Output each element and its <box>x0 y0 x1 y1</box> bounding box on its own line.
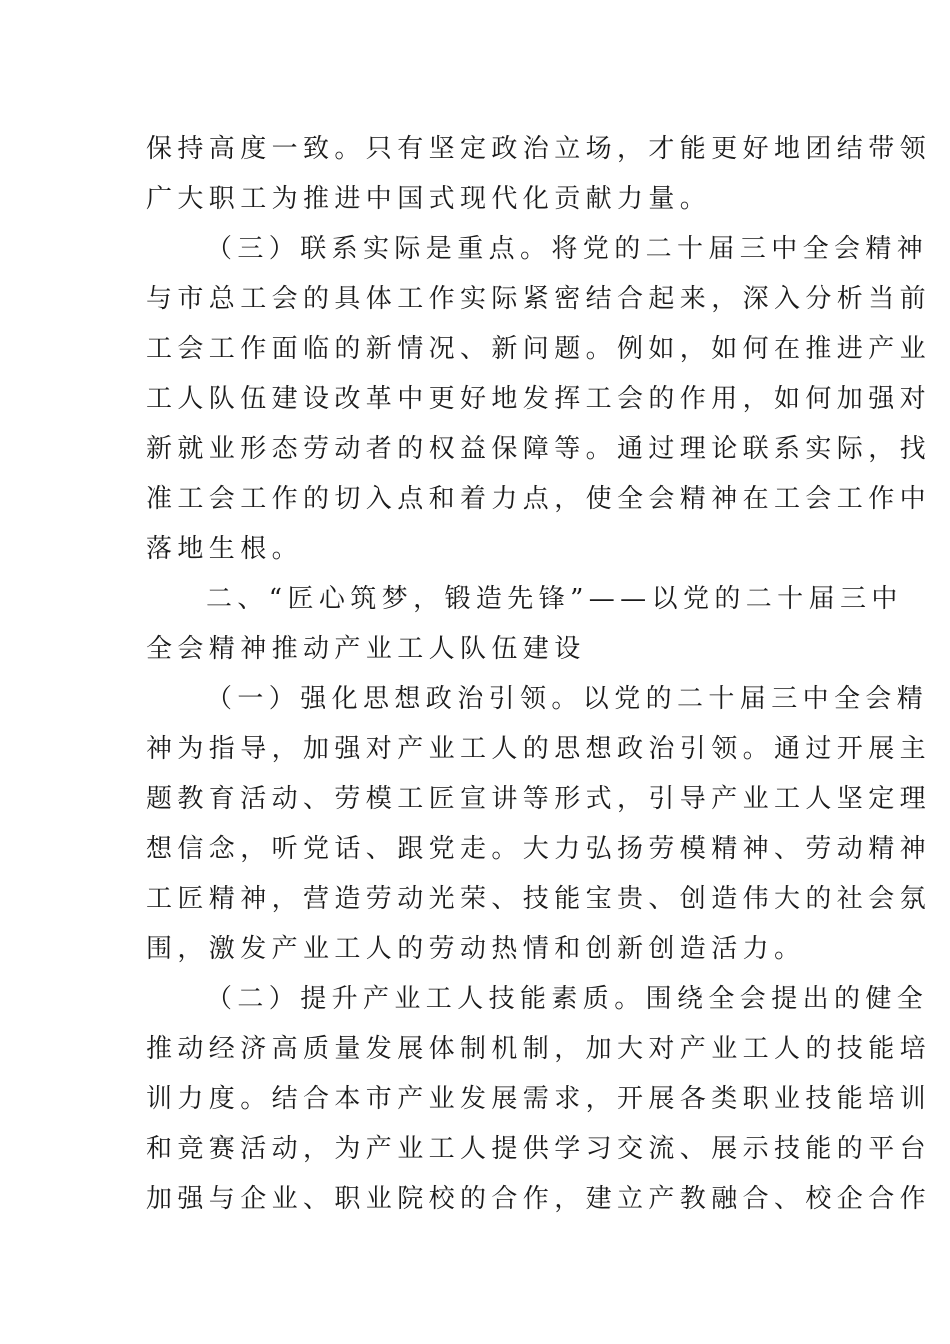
body-line: 工会工作面临的新情况、新问题。例如，如何在推进产业 <box>146 334 932 364</box>
chapter-two-heading-line: 全会精神推动产业工人队伍建设 <box>146 634 586 664</box>
body-line: 保持高度一致。只有坚定政治立场，才能更好地团结带领 <box>146 134 932 164</box>
body-line: 与市总工会的具体工作实际紧密结合起来，深入分析当前 <box>146 284 932 314</box>
section-three-heading-line: （三）联系实际是重点。将党的二十届三中全会精神 <box>206 234 929 264</box>
document-body <box>146 124 932 1224</box>
section-one-heading-line: （一）强化思想政治引领。以党的二十届三中全会精 <box>206 684 929 714</box>
body-line: 神为指导，加强对产业工人的思想政治引领。通过开展主 <box>146 734 932 764</box>
body-line: 题教育活动、劳模工匠宣讲等形式，引导产业工人坚定理 <box>146 784 932 814</box>
body-line: 加强与企业、职业院校的合作，建立产教融合、校企合作 <box>146 1184 932 1214</box>
body-line: 工匠精神，营造劳动光荣、技能宝贵、创造伟大的社会氛 <box>146 884 932 914</box>
section-two-heading-line: （二）提升产业工人技能素质。围绕全会提出的健全 <box>206 984 929 1014</box>
body-line: 落地生根。 <box>146 534 304 564</box>
body-line: 准工会工作的切入点和着力点，使全会精神在工会工作中 <box>146 484 932 514</box>
body-line: 训力度。结合本市产业发展需求，开展各类职业技能培训 <box>146 1084 932 1114</box>
body-line: 围，激发产业工人的劳动热情和创新创造活力。 <box>146 934 806 964</box>
chapter-two-heading-line: 二、“匠心筑梦，锻造先锋”——以党的二十届三中 <box>206 584 903 614</box>
body-line: 和竞赛活动，为产业工人提供学习交流、展示技能的平台 <box>146 1134 932 1164</box>
body-line: 推动经济高质量发展体制机制，加大对产业工人的技能培 <box>146 1034 932 1064</box>
body-line: 广大职工为推进中国式现代化贡献力量。 <box>146 184 712 214</box>
body-line: 工人队伍建设改革中更好地发挥工会的作用，如何加强对 <box>146 384 932 414</box>
body-line: 想信念，听党话、跟党走。大力弘扬劳模精神、劳动精神 <box>146 834 932 864</box>
body-line: 新就业形态劳动者的权益保障等。通过理论联系实际，找 <box>146 434 932 464</box>
